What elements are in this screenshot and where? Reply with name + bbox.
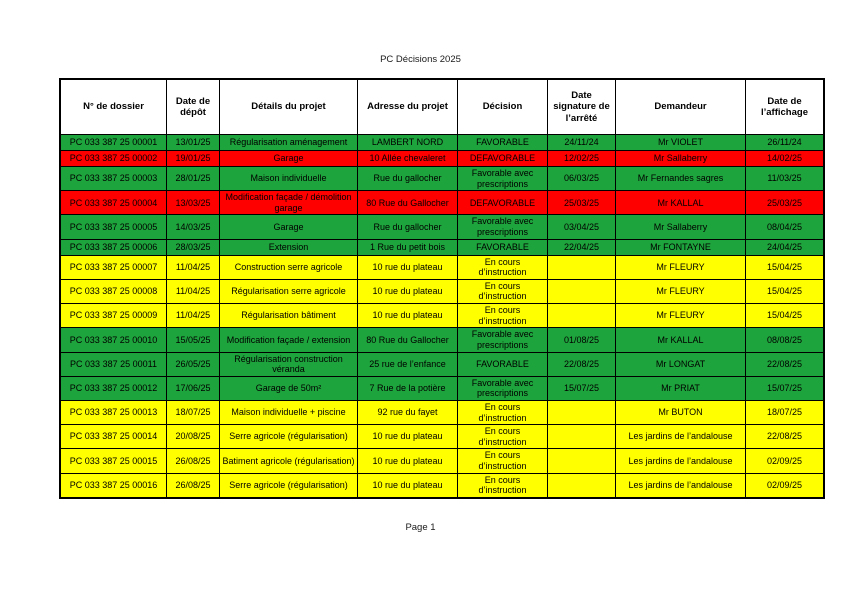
table-cell: PC 033 387 25 00002 bbox=[60, 151, 167, 167]
table-cell: 25/03/25 bbox=[746, 191, 825, 215]
table-cell bbox=[548, 449, 616, 473]
table-cell: FAVORABLE bbox=[458, 135, 548, 151]
table-cell: 24/11/24 bbox=[548, 135, 616, 151]
table-cell: 25 rue de l’enfance bbox=[358, 352, 458, 376]
table-cell: Mr BUTON bbox=[616, 400, 746, 424]
table-cell: Mr Sallaberry bbox=[616, 151, 746, 167]
table-cell: Garage bbox=[220, 215, 358, 239]
table-cell: PC 033 387 25 00009 bbox=[60, 304, 167, 328]
table-cell: 20/08/25 bbox=[167, 425, 220, 449]
table-cell: 03/04/25 bbox=[548, 215, 616, 239]
column-header-1: Date de dépôt bbox=[167, 79, 220, 135]
table-cell: PC 033 387 25 00008 bbox=[60, 279, 167, 303]
table-cell: 26/08/25 bbox=[167, 449, 220, 473]
table-cell: 11/04/25 bbox=[167, 304, 220, 328]
table-cell: En cours d’instruction bbox=[458, 449, 548, 473]
table-cell: 12/02/25 bbox=[548, 151, 616, 167]
table-cell: FAVORABLE bbox=[458, 352, 548, 376]
table-row bbox=[60, 215, 824, 239]
table-row bbox=[60, 167, 824, 191]
table-cell: 22/08/25 bbox=[746, 425, 825, 449]
table-cell: 02/09/25 bbox=[746, 449, 825, 473]
table-row bbox=[60, 400, 824, 424]
table-cell: 11/04/25 bbox=[167, 255, 220, 279]
column-header-2: Détails du projet bbox=[220, 79, 358, 135]
table-cell: PC 033 387 25 00005 bbox=[60, 215, 167, 239]
table-cell: 15/04/25 bbox=[746, 304, 825, 328]
table-cell bbox=[548, 255, 616, 279]
page-title: PC Décisions 2025 bbox=[380, 54, 461, 65]
table-cell bbox=[548, 473, 616, 498]
table-cell: 14/03/25 bbox=[167, 215, 220, 239]
table-cell: 15/07/25 bbox=[548, 376, 616, 400]
table-cell: PC 033 387 25 00013 bbox=[60, 400, 167, 424]
table-cell: Batiment agricole (régularisation) bbox=[220, 449, 358, 473]
column-header-3: Adresse du projet bbox=[358, 79, 458, 135]
table-row bbox=[60, 279, 824, 303]
table-cell: 14/02/25 bbox=[746, 151, 825, 167]
table-cell: Régularisation aménagement bbox=[220, 135, 358, 151]
table-cell: FAVORABLE bbox=[458, 239, 548, 255]
table-cell: Maison individuelle bbox=[220, 167, 358, 191]
column-header-5: Date signature de l’arrêté bbox=[548, 79, 616, 135]
table-cell: 10 rue du plateau bbox=[358, 425, 458, 449]
table-cell: 28/03/25 bbox=[167, 239, 220, 255]
table-cell: PC 033 387 25 00012 bbox=[60, 376, 167, 400]
table-cell: En cours d’instruction bbox=[458, 279, 548, 303]
table-cell: 80 Rue du Gallocher bbox=[358, 328, 458, 352]
table-cell bbox=[548, 425, 616, 449]
table-cell: 22/08/25 bbox=[746, 352, 825, 376]
table-cell: 15/07/25 bbox=[746, 376, 825, 400]
table-cell: Régularisation construction véranda bbox=[220, 352, 358, 376]
table-cell: En cours d’instruction bbox=[458, 425, 548, 449]
table-row bbox=[60, 449, 824, 473]
table-cell: Les jardins de l’andalouse bbox=[616, 449, 746, 473]
column-header-6: Demandeur bbox=[616, 79, 746, 135]
table-cell: En cours d’instruction bbox=[458, 304, 548, 328]
page-number: Page 1 bbox=[405, 522, 436, 533]
table-cell: 08/04/25 bbox=[746, 215, 825, 239]
table-row bbox=[60, 425, 824, 449]
table-row bbox=[60, 239, 824, 255]
table-cell: 15/04/25 bbox=[746, 255, 825, 279]
table-cell: PC 033 387 25 00010 bbox=[60, 328, 167, 352]
table-cell: 11/04/25 bbox=[167, 279, 220, 303]
table-cell: 10 Allée chevaleret bbox=[358, 151, 458, 167]
table-cell: Mr FLEURY bbox=[616, 279, 746, 303]
table-cell: Serre agricole (régularisation) bbox=[220, 473, 358, 498]
table-row bbox=[60, 352, 824, 376]
table-cell: Maison individuelle + piscine bbox=[220, 400, 358, 424]
table-cell: Favorable avec prescriptions bbox=[458, 167, 548, 191]
table-cell: Garage bbox=[220, 151, 358, 167]
table-cell: PC 033 387 25 00016 bbox=[60, 473, 167, 498]
table-cell: Modification façade / extension bbox=[220, 328, 358, 352]
table-row bbox=[60, 304, 824, 328]
table-cell: Mr KALLAL bbox=[616, 328, 746, 352]
table-cell: 26/11/24 bbox=[746, 135, 825, 151]
table-cell: Favorable avec prescriptions bbox=[458, 215, 548, 239]
table-row bbox=[60, 328, 824, 352]
table-cell: PC 033 387 25 00015 bbox=[60, 449, 167, 473]
table-cell bbox=[548, 304, 616, 328]
table-cell: 17/06/25 bbox=[167, 376, 220, 400]
table-cell: PC 033 387 25 00011 bbox=[60, 352, 167, 376]
table-cell: Rue du gallocher bbox=[358, 215, 458, 239]
table-cell: 7 Rue de la potière bbox=[358, 376, 458, 400]
table-cell: 15/05/25 bbox=[167, 328, 220, 352]
table-cell: 25/03/25 bbox=[548, 191, 616, 215]
table-cell: 01/08/25 bbox=[548, 328, 616, 352]
table-row bbox=[60, 151, 824, 167]
table-cell: 06/03/25 bbox=[548, 167, 616, 191]
table-cell: LAMBERT NORD bbox=[358, 135, 458, 151]
table-cell: Garage de 50m² bbox=[220, 376, 358, 400]
table-cell: Mr VIOLET bbox=[616, 135, 746, 151]
table-cell: Mr PRIAT bbox=[616, 376, 746, 400]
table-cell: Les jardins de l’andalouse bbox=[616, 473, 746, 498]
table-cell: Serre agricole (régularisation) bbox=[220, 425, 358, 449]
table-cell: PC 033 387 25 00004 bbox=[60, 191, 167, 215]
table-cell: 18/07/25 bbox=[167, 400, 220, 424]
table-cell: Mr KALLAL bbox=[616, 191, 746, 215]
table-cell: 22/08/25 bbox=[548, 352, 616, 376]
table-cell: Construction serre agricole bbox=[220, 255, 358, 279]
table-cell: En cours d’instruction bbox=[458, 400, 548, 424]
table-cell: Modification façade / démolition garage bbox=[220, 191, 358, 215]
table-cell: Rue du gallocher bbox=[358, 167, 458, 191]
table-body bbox=[60, 135, 824, 498]
column-header-0: N° de dossier bbox=[60, 79, 167, 135]
table-cell: 13/03/25 bbox=[167, 191, 220, 215]
table-cell: Mr Sallaberry bbox=[616, 215, 746, 239]
table-cell: 13/01/25 bbox=[167, 135, 220, 151]
column-header-7: Date de l’affichage bbox=[746, 79, 825, 135]
table-cell: DEFAVORABLE bbox=[458, 191, 548, 215]
table-cell: 1 Rue du petit bois bbox=[358, 239, 458, 255]
column-header-4: Décision bbox=[458, 79, 548, 135]
table-cell: PC 033 387 25 00001 bbox=[60, 135, 167, 151]
table-cell: PC 033 387 25 00006 bbox=[60, 239, 167, 255]
table-cell: Mr Fernandes sagres bbox=[616, 167, 746, 191]
table-cell: Mr FONTAYNE bbox=[616, 239, 746, 255]
table-cell: 26/08/25 bbox=[167, 473, 220, 498]
table-cell: Les jardins de l’andalouse bbox=[616, 425, 746, 449]
table-cell: PC 033 387 25 00007 bbox=[60, 255, 167, 279]
table-cell: 08/08/25 bbox=[746, 328, 825, 352]
table-cell: 11/03/25 bbox=[746, 167, 825, 191]
table-cell: 92 rue du fayet bbox=[358, 400, 458, 424]
table-cell: 10 rue du plateau bbox=[358, 255, 458, 279]
table-cell: 26/05/25 bbox=[167, 352, 220, 376]
table-cell: Régularisation serre agricole bbox=[220, 279, 358, 303]
table-cell: 02/09/25 bbox=[746, 473, 825, 498]
table-cell: 22/04/25 bbox=[548, 239, 616, 255]
decisions-table bbox=[59, 78, 825, 499]
table-cell: 19/01/25 bbox=[167, 151, 220, 167]
table-cell: PC 033 387 25 00003 bbox=[60, 167, 167, 191]
table-header bbox=[60, 79, 824, 135]
table-cell: 28/01/25 bbox=[167, 167, 220, 191]
table-cell: 18/07/25 bbox=[746, 400, 825, 424]
header-row bbox=[60, 79, 824, 135]
table-cell: Extension bbox=[220, 239, 358, 255]
table-cell: 15/04/25 bbox=[746, 279, 825, 303]
table-cell: Mr FLEURY bbox=[616, 304, 746, 328]
table-row bbox=[60, 473, 824, 498]
table-row bbox=[60, 255, 824, 279]
table-cell: 10 rue du plateau bbox=[358, 449, 458, 473]
table-cell: Mr FLEURY bbox=[616, 255, 746, 279]
table-cell: En cours d’instruction bbox=[458, 255, 548, 279]
table-cell: PC 033 387 25 00014 bbox=[60, 425, 167, 449]
table-cell: En cours d’instruction bbox=[458, 473, 548, 498]
table-cell: Régularisation bâtiment bbox=[220, 304, 358, 328]
table-cell: 80 Rue du Gallocher bbox=[358, 191, 458, 215]
table-cell: 10 rue du plateau bbox=[358, 304, 458, 328]
table-cell: Favorable avec prescriptions bbox=[458, 328, 548, 352]
table-row bbox=[60, 135, 824, 151]
table-cell bbox=[548, 279, 616, 303]
table-cell: 10 rue du plateau bbox=[358, 473, 458, 498]
table-cell: DEFAVORABLE bbox=[458, 151, 548, 167]
table-cell: 24/04/25 bbox=[746, 239, 825, 255]
table-cell: Mr LONGAT bbox=[616, 352, 746, 376]
table-row bbox=[60, 376, 824, 400]
table-row bbox=[60, 191, 824, 215]
table-cell: 10 rue du plateau bbox=[358, 279, 458, 303]
table-cell: Favorable avec prescriptions bbox=[458, 376, 548, 400]
table-cell bbox=[548, 400, 616, 424]
